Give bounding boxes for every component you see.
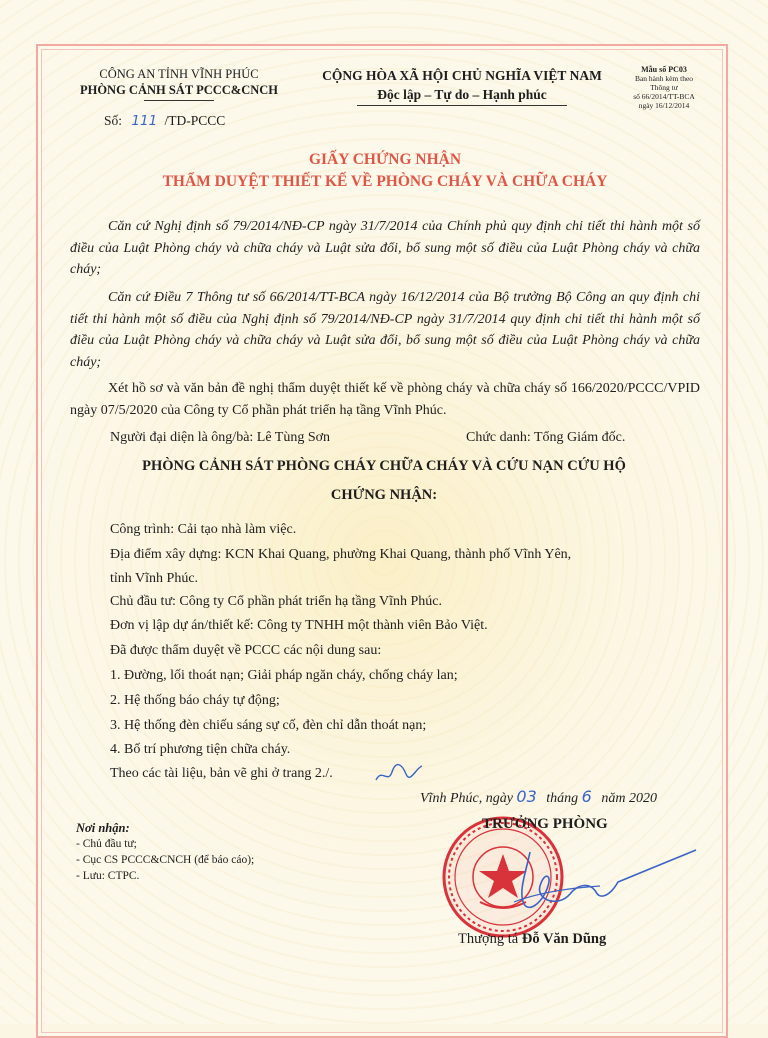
country-name: CỘNG HÒA XÃ HỘI CHỦ NGHĨA VIỆT NAM [322, 68, 602, 83]
application-review-text: Xét hồ sơ và văn bản đề nghị thẩm duyệt thiết kế về phòng cháy và chữa cháy số 166/2020/PCCC/VPID ngày 07/5/2020 của Công ty Cổ phần phát triển hạ tầng Vĩnh Phúc. [70, 381, 700, 418]
approved-intro: Đã được thẩm duyệt về PCCC các nội dung sau: [110, 643, 382, 658]
signer-name: Đỗ Văn Dũng [521, 931, 607, 947]
national-motto: Độc lập – Tự do – Hạnh phúc [377, 87, 547, 102]
legal-basis-2-text: Căn cứ Điều 7 Thông tư số 66/2014/TT-BCA ngày 16/12/2014 của Bộ trưởng Bộ Công an quy định chi tiết thi hành một số điều của Nghị định số 79/2014/NĐ-CP ngày 31/7/2014 quy định chi tiết thi hành một số điều của Luật Phòng cháy và chữa cháy và Luật sửa đổi, bổ sung một số điều của Luật Phòng cháy và chữa cháy; [70, 290, 700, 370]
project-line: Công trình: Cải tạo nhà làm việc. [110, 522, 297, 537]
motto-underline [357, 105, 567, 106]
form-note-line: Mẫu số PC03 [641, 65, 687, 74]
form-note-line: số 66/2014/TT-BCA [633, 92, 695, 101]
recipients-title: Nơi nhận: [76, 821, 130, 835]
recipient-item: - Chủ đầu tư; [76, 838, 137, 850]
recipients-block [76, 820, 356, 884]
date-month: 6 [581, 787, 592, 806]
approved-item: 4. Bố trí phương tiện chữa cháy. [110, 742, 291, 757]
number-suffix: /TD-PCCC [164, 113, 226, 128]
legal-basis-2 [70, 287, 700, 373]
agency-name: CÔNG AN TỈNH VĨNH PHÚC [99, 67, 259, 81]
form-note-line: Thông tư [650, 83, 678, 92]
signature-icon [500, 842, 700, 922]
recipient-item: - Cục CS PCCC&CNCH (để báo cáo); [76, 854, 255, 866]
representative: Người đại diện là ông/bà: Lê Tùng Sơn [110, 430, 331, 445]
recipient-item: - Lưu: CTPC. [76, 870, 140, 882]
date-year: năm 2020 [601, 791, 657, 806]
date-place: Vĩnh Phúc, ngày [420, 791, 513, 806]
signer-name-line [458, 931, 606, 948]
authority-name: PHÒNG CẢNH SÁT PHÒNG CHÁY CHỮA CHÁY VÀ CỨU NẠN CỨU HỘ [142, 458, 626, 474]
approved-item: 2. Hệ thống báo cháy tự động; [110, 693, 280, 708]
location-line: Địa điểm xây dựng: KCN Khai Quang, phường Khai Quang, thành phố Vĩnh Yên, [110, 547, 572, 562]
certificate-title: GIẤY CHỨNG NHẬN [308, 151, 462, 168]
approved-item: 3. Hệ thống đèn chiếu sáng sự cố, đèn chỉ dẫn thoát nạn; [110, 718, 427, 733]
legal-basis-1-text: Căn cứ Nghị định số 79/2014/NĐ-CP ngày 31/7/2014 của Chính phủ quy định chi tiết thi hành một số điều của Luật Phòng cháy và chữa cháy và Luật sửa đổi, bổ sung một số điều của Luật Phòng cháy và chữa cháy; [70, 219, 700, 277]
location-line-cont: tỉnh Vĩnh Phúc. [110, 571, 199, 586]
department-name: PHÒNG CẢNH SÁT PCCC&CNCH [79, 83, 279, 97]
issuing-agency-block [60, 66, 298, 101]
number-prefix: Số: [104, 113, 123, 128]
signer-role: TRƯỞNG PHÒNG [482, 816, 608, 832]
designer-line: Đơn vị lập dự án/thiết kế: Công ty TNHH một thành viên Bảo Việt. [110, 618, 488, 633]
representative-position: Chức danh: Tổng Giám đốc. [466, 430, 626, 445]
form-note-line: ngày 16/12/2014 [638, 101, 690, 110]
form-note [614, 65, 714, 110]
legal-basis-1 [70, 216, 700, 281]
issue-date [420, 787, 657, 807]
agency-underline [144, 100, 214, 101]
approved-item: 1. Đường, lối thoát nạn; Giải pháp ngăn cháy, chống cháy lan; [110, 668, 458, 683]
number-handwritten: 111 [131, 113, 158, 129]
documents-reference: Theo các tài liệu, bản vẽ ghi ở trang 2./. [110, 766, 333, 781]
application-review [70, 378, 700, 421]
signer-rank: Thượng tá [458, 931, 519, 947]
form-note-line: Ban hành kèm theo [634, 74, 694, 83]
investor-line: Chủ đầu tư: Công ty Cổ phần phát triển hạ tầng Vĩnh Phúc. [110, 594, 443, 609]
date-day: 03 [516, 787, 537, 806]
certifies-heading: CHỨNG NHẬN: [330, 487, 438, 503]
initial-scribble-icon [372, 758, 424, 788]
date-month-label: tháng [546, 791, 579, 806]
document-number [104, 113, 225, 129]
certificate-subtitle: THẨM DUYỆT THIẾT KẾ VỀ PHÒNG CHÁY VÀ CHỮA CHÁY [162, 173, 608, 190]
national-header [292, 66, 632, 106]
